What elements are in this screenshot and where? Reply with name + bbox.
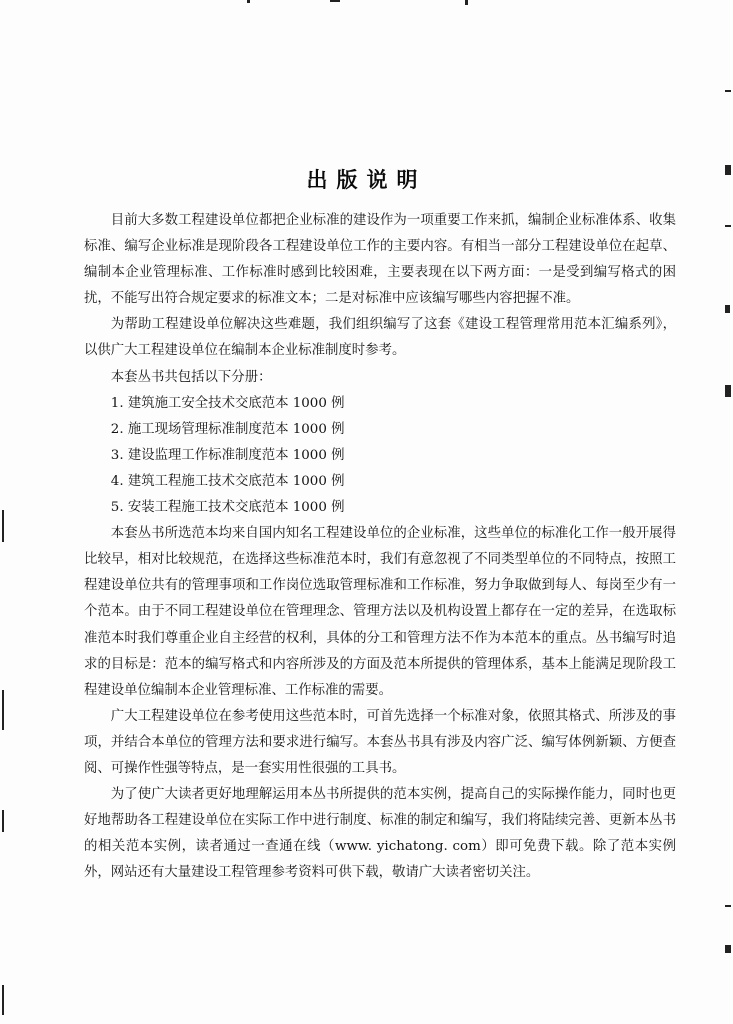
volume-list-item: 2. 施工现场管理标准制度范本 1000 例: [110, 421, 345, 437]
scan-mark: [725, 945, 731, 953]
scan-mark: [725, 90, 731, 92]
scan-mark: [2, 810, 4, 832]
paragraph: 目前大多数工程建设单位都把企业标准的建设作为一项重要工作来抓，编制企业标准体系、收集标准、编写企业标准是现阶段各工程建设单位工作的主要内容。有相当一部分工程建设单位在起草、编制本企业管理标准、工作标准时感到比较困难，主要表现在以下两方面：一是受到编写格式的困扰，不能写出符合规定要求的标准文本；二是对标准中应该编写哪些内容把握不准。: [84, 213, 676, 307]
scan-mark: [330, 0, 340, 2]
scan-mark: [2, 510, 4, 542]
scan-mark: [725, 905, 731, 907]
scan-mark: [465, 0, 468, 5]
scan-mark: [247, 0, 250, 3]
scan-edge-marks: [0, 0, 733, 6]
paragraph: 为帮助工程建设单位解决这些难题，我们组织编写了这套《建设工程管理常用范本汇编系列》，以供广大工程建设单位在编制本企业标准制度时参考。: [84, 317, 676, 359]
volume-list-item: 5. 安装工程施工技术交底范本 1000 例: [110, 500, 345, 516]
volume-list-item: 1. 建筑施工安全技术交底范本 1000 例: [110, 395, 345, 411]
scan-mark: [725, 225, 731, 227]
scan-mark: [2, 985, 4, 1015]
volume-list-item: 3. 建设监理工作标准制度范本 1000 例: [110, 447, 345, 463]
paragraph: 广大工程建设单位在参考使用这些范本时，可首先选择一个标准对象，依照其格式、所涉及的事项，并结合本单位的管理方法和要求进行编写。本套丛书具有涉及内容广泛、编写体例新颖、方便查阅、可操作性强等特点，是一套实用性很强的工具书。: [84, 708, 676, 776]
volume-list-item: 4. 建筑工程施工技术交底范本 1000 例: [110, 473, 345, 489]
paragraph: 本套丛书共包括以下分册：: [110, 369, 272, 385]
scan-mark: [725, 305, 730, 313]
body-text: [84, 208, 676, 886]
scan-mark: [725, 385, 731, 397]
paragraph: 本套丛书所选范本均来自国内知名工程建设单位的企业标准，这些单位的标准化工作一般开展得比较早，相对比较规范，在选择这些标准范本时，我们有意忽视了不同类型单位的不同特点，按照工程建设单位共有的管理事项和工作岗位选取管理标准和工作标准，努力争取做到每人、每岗至少有一个范本。由于不同工程建设单位在管理理念、管理方法以及机构设置上都存在一定的差异，在选取标准范本时我们尊重企业自主经营的权利，具体的分工和管理方法不作为本范本的重点。丛书编写时追求的目标是：范本的编写格式和内容所涉及的方面及范本所提供的管理体系，基本上能满足现阶段工程建设单位编制本企业管理标准、工作标准的需要。: [84, 526, 676, 698]
scan-mark: [2, 690, 4, 730]
page-title: 出版说明: [306, 168, 427, 193]
paragraph: 为了使广大读者更好地理解运用本丛书所提供的范本实例，提高自己的实际操作能力，同时也更好地帮助各工程建设单位在实际工作中进行制度、标准的制定和编写，我们将陆续完善、更新本丛书的相关范本实例，读者通过一查通在线（www. yichatong. com）即可免费下载。除了范本实例外，网站还有大量建设工程管理参考资料可供下载，敬请广大读者密切关注。: [84, 787, 676, 881]
